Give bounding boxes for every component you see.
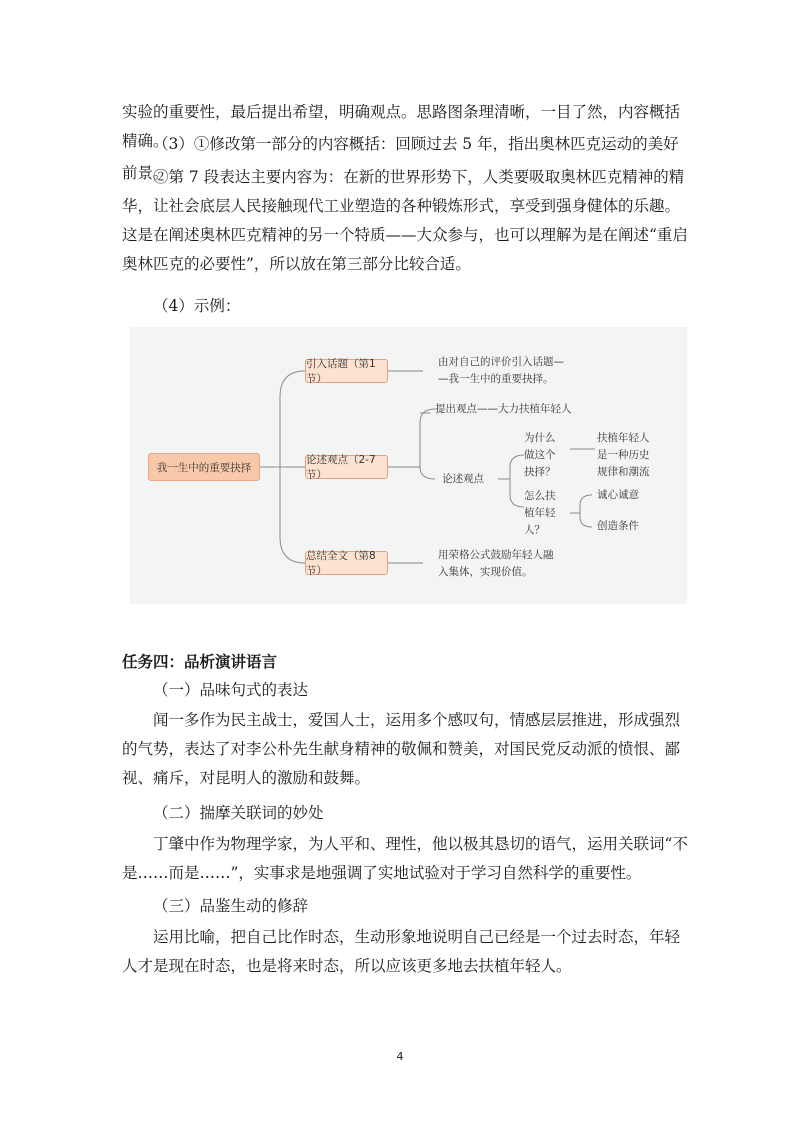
question-how-line-3: 人？ [524, 524, 545, 536]
branch-node-summary [305, 551, 388, 575]
answer-why-line-1: 扶植年轻人 [597, 432, 650, 444]
root-node [148, 453, 260, 481]
question-why-line-3: 抉择？ [524, 466, 556, 478]
branch-intro-label: 引入话题（第1节） [306, 358, 376, 385]
connector-sub2-split [498, 455, 524, 507]
branch-node-argument [305, 455, 388, 479]
paragraph-3: ②第 7 段表达主要内容为：在新的世界形势下，人类要吸取奥林匹克精神的精华，让社会底层人民接触现代工业塑造的各种锻炼形式，享受到强身健体的乐趣。这是在阐述奥林匹克精神的另一个特质——大众参与，也可以理解为是在阐述“重启奥林匹克的必要性”，所以放在第三部分比较合适。 [122, 168, 688, 273]
connector-q2-answers [570, 495, 592, 527]
question-how [524, 488, 556, 539]
section2-text: 丁肇中作为物理学家，为人平和、理性，他以极其恳切的语气，运用关联词“不是……而是……”，实事求是地强调了实地试验对于学习自然科学的重要性。 [122, 835, 688, 882]
branch-summary-label: 总结全文（第8节） [306, 550, 376, 577]
section2-heading: （二）揣摩关联词的妙处 [153, 804, 324, 822]
answer-sincere: 诚心诚意 [597, 489, 639, 501]
section1-heading: （一）品味句式的表达 [153, 681, 309, 699]
branch-intro-note-line-2: —我一生中的重要抉择。 [438, 373, 554, 385]
task4-heading: 任务四：品析演讲语言 [122, 652, 278, 671]
sub-node-argue: 论述观点 [442, 473, 484, 485]
question-why [524, 430, 556, 481]
connector-branch2-subs [388, 409, 435, 479]
paragraph-1: 实验的重要性，最后提出希望，明确观点。思路图条理清晰，一目了然，内容概括精确。 [122, 103, 681, 150]
paragraph-4: （4）示例： [153, 297, 241, 315]
page-number: 4 [396, 1050, 404, 1063]
branch-argument-label: 论述观点（2-7节） [306, 454, 376, 481]
section3-heading: （三）品鉴生动的修辞 [153, 897, 309, 915]
sub-node-propose: 提出观点——大力扶植年轻人 [435, 403, 572, 415]
branch-summary-note-line-1: 用荣格公式鼓励年轻人融 [438, 549, 554, 561]
root-label: 我一生中的重要抉择 [156, 461, 252, 474]
answer-why-line-3: 规律和潮流 [597, 466, 650, 478]
section1-text: 闻一多作为民主战士，爱国人士，运用多个感叹句，情感层层推进，形成强烈的气势，表达了对李公朴先生献身精神的敬佩和赞美，对国民党反动派的愤恨、鄙视、痛斥，对昆明人的激励和鼓舞。 [122, 711, 681, 787]
answer-why [597, 430, 650, 481]
branch-intro-note-line-1: 由对自己的评价引入话题— [438, 356, 564, 368]
question-how-line-2: 植年轻 [524, 507, 556, 519]
question-why-line-1: 为什么 [524, 432, 556, 444]
mind-map-figure [130, 327, 687, 604]
branch-intro-note [438, 354, 564, 388]
paragraph-2: （3）①修改第一部分的内容概括：回顾过去 5 年，指出奥林匹克运动的美好前景。 [122, 135, 679, 182]
question-how-line-1: 怎么扶 [524, 490, 556, 502]
branch-node-intro [305, 359, 388, 383]
branch-summary-note-line-2: 入集体，实现价值。 [438, 566, 533, 578]
answer-conditions: 创造条件 [597, 520, 639, 532]
question-why-line-2: 做这个 [524, 449, 556, 461]
answer-why-line-2: 是一种历史 [597, 449, 650, 461]
section3-text: 运用比喻，把自己比作时态，生动形象地说明自己已经是一个过去时态，年轻人才是现在时态，也是将来时态，所以应该更多地去扶植年轻人。 [122, 928, 681, 975]
branch-summary-note [438, 547, 554, 581]
